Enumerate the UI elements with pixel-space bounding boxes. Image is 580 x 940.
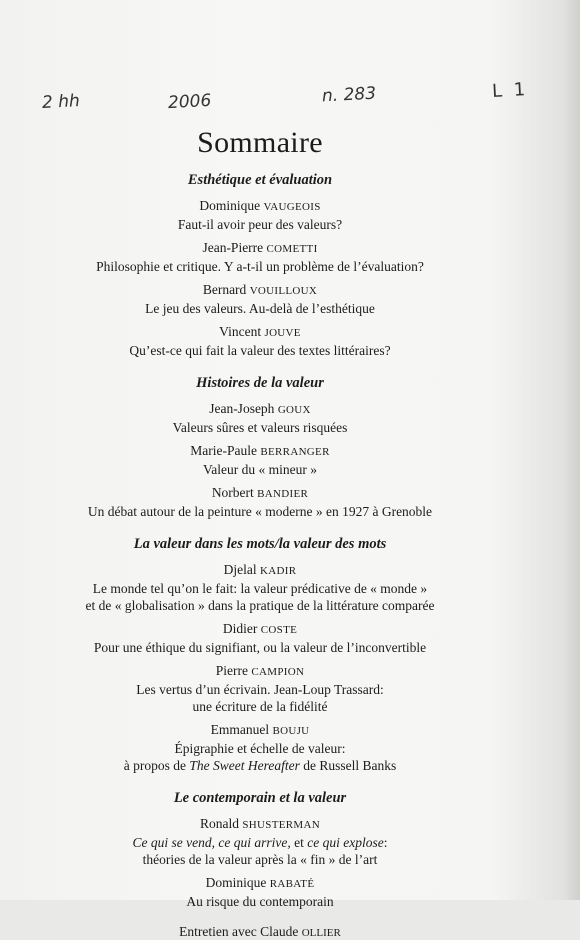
author-last-name: BOUJU: [272, 725, 310, 737]
toc-entry: [0, 323, 520, 359]
toc-entry: [0, 662, 520, 715]
title-segment: et: [290, 835, 308, 850]
title-segment: à propos de: [123, 758, 190, 773]
author-name: [0, 239, 520, 258]
toc-entry: [0, 561, 520, 614]
article-title-line: une écriture de la fidélité: [192, 699, 328, 714]
author-last-name: RABATÉ: [269, 878, 315, 890]
author-first-name: Emmanuel: [210, 722, 273, 737]
article-title-line: Au risque du contemporain: [186, 894, 334, 909]
author-name: [0, 662, 520, 681]
author-last-name: COSTE: [260, 624, 298, 636]
author-last-name: CAMPION: [251, 666, 305, 678]
table-of-contents: [0, 126, 520, 940]
handwritten-issue-number: n. 283: [321, 83, 377, 107]
article-title-line: Valeurs sûres et valeurs risquées: [172, 420, 348, 435]
section-heading: Histoires de la valeur: [196, 375, 324, 391]
author-name: [0, 561, 520, 580]
page-title: Sommaire: [197, 126, 323, 159]
author-first-name: Norbert: [211, 485, 258, 500]
article-title-line: Le monde tel qu’on le fait: la valeur prédicative de « monde »: [92, 581, 428, 596]
section-heading: Le contemporain et la valeur: [173, 790, 347, 806]
title-segment: Ce qui se vend, ce qui arrive,: [132, 835, 291, 850]
author-first-name: Marie-Paule: [190, 443, 261, 458]
toc-entry: [0, 197, 520, 233]
article-title-line: Valeur du « mineur »: [203, 462, 317, 477]
interview-entry: [0, 924, 520, 940]
article-title-line: Pour une éthique du signifiant, ou la valeur de l’inconvertible: [93, 640, 427, 655]
author-first-name: Dominique: [199, 198, 264, 213]
author-last-name: VOUILLOUX: [249, 285, 318, 297]
author-name: [0, 281, 520, 300]
author-first-name: Jean-Joseph: [209, 401, 278, 416]
author-name: [0, 620, 520, 639]
toc-entry: [0, 442, 520, 478]
toc-entry: [0, 400, 520, 436]
author-first-name: Djelal: [223, 562, 261, 577]
toc-entry: [0, 874, 520, 910]
article-title-line: Les vertus d’un écrivain. Jean-Loup Trassard:: [136, 682, 384, 697]
article-title-line: Épigraphie et échelle de valeur:: [174, 741, 346, 756]
author-first-name: Vincent: [219, 324, 265, 339]
book-title: The Sweet Hereafter: [189, 758, 300, 773]
author-first-name: Dominique: [205, 875, 270, 890]
article-title-line: Le jeu des valeurs. Au-delà de l’esthétique: [145, 301, 375, 316]
author-first-name: Ronald: [200, 816, 243, 831]
author-name: [0, 721, 520, 740]
author-first-name: Pierre: [215, 663, 252, 678]
author-name: [0, 323, 520, 342]
toc-entry: [0, 620, 520, 656]
author-last-name: JOUVE: [264, 327, 301, 339]
author-name: [0, 197, 520, 216]
interview-text: Entretien avec Claude: [179, 924, 302, 939]
author-name: [0, 484, 520, 503]
handwritten-mark: L 1: [491, 79, 529, 102]
author-last-name: BANDIER: [257, 488, 309, 500]
title-segment: :: [383, 835, 388, 850]
author-last-name: VAUGEOIS: [263, 201, 321, 213]
article-title-line: Qu’est-ce qui fait la valeur des textes littéraires?: [129, 343, 391, 358]
handwritten-note: 2 hh: [41, 91, 81, 113]
toc-entry: [0, 484, 520, 520]
author-last-name: GOUX: [277, 404, 311, 416]
handwritten-year: 2006: [167, 90, 212, 114]
title-segment: ce qui explose: [307, 835, 384, 850]
interview-name: OLLIER: [301, 927, 341, 939]
article-title-line: théories de la valeur après la « fin » de l’art: [142, 852, 378, 867]
section-heading: Esthétique et évaluation: [187, 172, 333, 188]
author-name: [0, 815, 520, 834]
article-title-line: Un débat autour de la peinture « moderne » en 1927 à Grenoble: [87, 504, 433, 519]
title-segment: de Russell Banks: [299, 758, 397, 773]
toc-entry: [0, 239, 520, 275]
toc-sections: [0, 172, 520, 910]
author-last-name: KADIR: [260, 565, 297, 577]
author-last-name: BERRANGER: [260, 446, 330, 458]
author-first-name: Didier: [222, 621, 261, 636]
author-name: [0, 442, 520, 461]
toc-entry: [0, 721, 520, 774]
author-first-name: Bernard: [202, 282, 250, 297]
article-title-line: Philosophie et critique. Y a-t-il un problème de l’évaluation?: [96, 259, 424, 274]
article-title-line: [0, 757, 520, 774]
author-last-name: SHUSTERMAN: [242, 819, 320, 831]
toc-entry: [0, 815, 520, 868]
author-name: [0, 874, 520, 893]
article-title-line: et de « globalisation » dans la pratique de la littérature comparée: [85, 598, 435, 613]
article-title-line: Faut-il avoir peur des valeurs?: [177, 217, 343, 232]
section-heading: La valeur dans les mots/la valeur des mots: [133, 536, 387, 552]
author-name: [0, 400, 520, 419]
toc-entry: [0, 281, 520, 317]
author-last-name: COMETTI: [266, 243, 318, 255]
author-first-name: Jean-Pierre: [202, 240, 267, 255]
article-title-line: [0, 834, 520, 851]
